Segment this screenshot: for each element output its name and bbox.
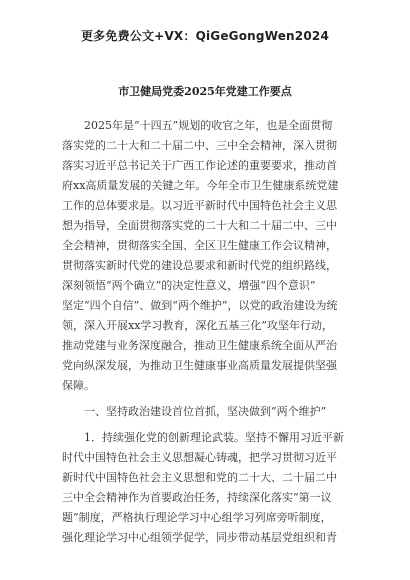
paragraph-line: 全会精神，贯彻落实全国、全区卫生健康工作会议精神， (62, 239, 337, 252)
paragraph-line: 推动党建与业务深度融合，推动卫生健康系统全面从严治 (62, 339, 337, 352)
paragraph-line: 保障。 (62, 379, 95, 392)
paragraph-line: 领，深入开展xx学习教育，深化五基三化”攻坚年行动， (62, 319, 334, 332)
paragraph-line: 1．持续强化党的创新理论武装。坚持不懈用习近平新 (84, 431, 344, 444)
paragraph-line: 强化理论学习中心组领学促学，同步带动基层党组织和青 (62, 531, 337, 544)
paragraph-line: 2025年是“十四五”规划的收官之年，也是全面贯彻 (84, 119, 333, 132)
paragraph-line: 深刻领悟“两个确立”的决定性意义，增强“四个意识” (62, 279, 316, 292)
paragraph-line: 党向纵深发展，为推动卫生健康事业高质量发展提供坚强 (62, 359, 337, 372)
paragraph-line: 想为指导，全面贯彻落实党的二十大和二十届二中、三中 (62, 219, 337, 232)
promo-banner: 更多免费公文+VX：QiGeGongWen2024 (80, 29, 329, 43)
paragraph-line: 府xx高质量发展的关键之年。今年全市卫生健康系统党建 (62, 179, 339, 192)
paragraph-line: 新时代中国特色社会主义思想和党的二十大、二十届二中 (62, 471, 337, 484)
paragraph-line: 工作的总体要求是。以习近平新时代中国特色社会主义思 (62, 199, 337, 212)
section-heading: 一、坚持政治建设首位首抓，坚决做到“两个维护” (84, 405, 327, 418)
paragraph-line: 贯彻落实新时代党的建设总要求和新时代党的组织路线， (62, 259, 337, 272)
document-title: 市卫健局党委2025年党建工作要点 (118, 85, 292, 98)
paragraph-line: 三中全会精神作为首要政治任务，持续深化落实“第一议 (62, 491, 332, 504)
paragraph-line: 时代中国特色社会主义思想凝心铸魂，把学习贯彻习近平 (62, 451, 337, 464)
paragraph-line: 题”制度，严格执行理论学习中心组学习列席旁听制度， (62, 511, 332, 524)
paragraph-line: 落实习近平总书记关于广西工作论述的重要要求，推动首 (62, 159, 337, 172)
paragraph-line: 坚定“四个自信”、做到“两个维护”，以党的政治建设为统 (62, 299, 338, 312)
paragraph-line: 落实党的二十大和二十届二中、三中全会精神，深入贯彻 (62, 139, 337, 152)
